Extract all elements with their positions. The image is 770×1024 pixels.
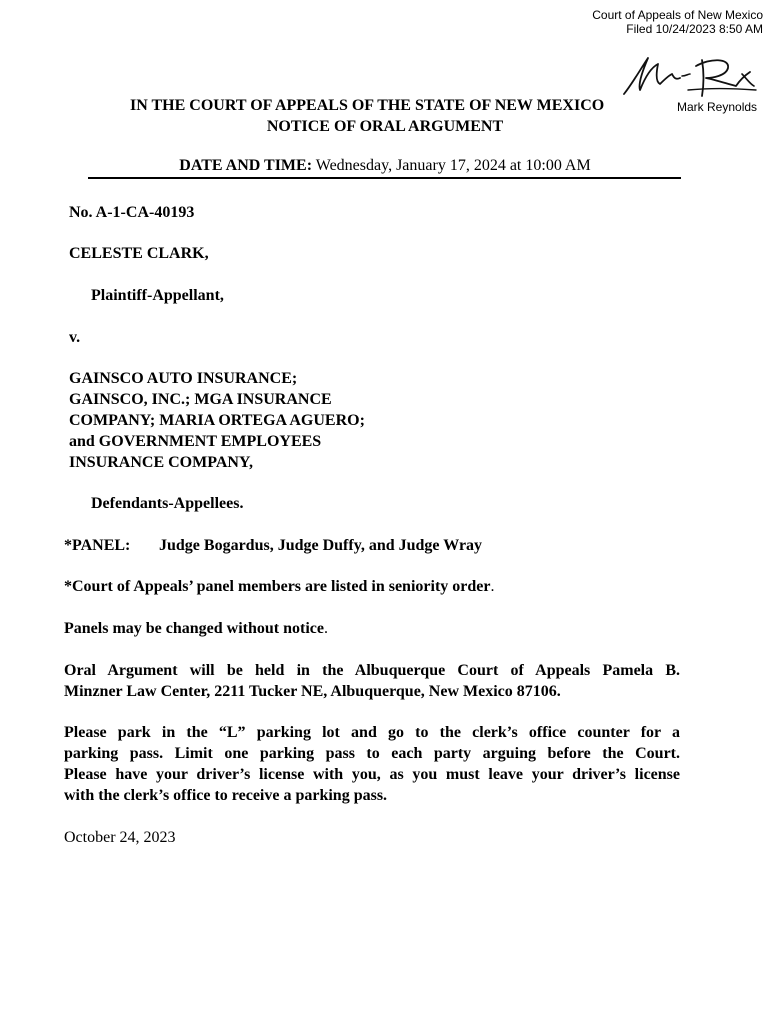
- versus: v.: [69, 329, 81, 346]
- seniority-note-text: *Court of Appeals’ panel members are listed in seniority order: [64, 578, 491, 595]
- plaintiff-role: Plaintiff-Appellant,: [91, 287, 224, 304]
- case-number: No. A-1-CA-40193: [69, 204, 195, 221]
- signer-name: Mark Reynolds: [677, 100, 758, 114]
- issued-date: October 24, 2023: [64, 829, 176, 846]
- notice-title: NOTICE OF ORAL ARGUMENT: [266, 118, 504, 135]
- defendant-line: GAINSCO, INC.; MGA INSURANCE: [69, 391, 332, 408]
- defendant-line: COMPANY; MARIA ORTEGA AGUERO;: [69, 412, 365, 429]
- panel-change-text: Panels may be changed without notice: [64, 620, 324, 637]
- filing-court: Court of Appeals of New Mexico: [592, 8, 763, 22]
- defendants-list: [69, 368, 365, 473]
- date-time-value: Wednesday, January 17, 2024 at 10:00 AM: [315, 157, 591, 174]
- parking-line: parking pass. Limit one parking pass to each party arguing before the Court.: [64, 745, 680, 762]
- parking-line: Please have your driver’s license with you, as you must leave your driver’s license: [64, 766, 680, 783]
- defendant-line: and GOVERNMENT EMPLOYEES: [69, 433, 322, 450]
- parking-line: with the clerk’s office to receive a parking pass.: [64, 787, 388, 804]
- plaintiff-name: CELESTE CLARK,: [69, 245, 209, 262]
- parking-line: Please park in the “L” parking lot and go to the clerk’s office counter for a: [64, 724, 680, 741]
- seniority-note-period: .: [490, 578, 495, 595]
- location-line: Minzner Law Center, 2211 Tucker NE, Albuquerque, New Mexico 87106.: [64, 683, 561, 700]
- location-paragraph: [64, 660, 680, 702]
- panel-change-period: .: [324, 620, 328, 637]
- parking-paragraph: [64, 722, 680, 806]
- panel-change-note: [64, 618, 328, 639]
- court-heading: IN THE COURT OF APPEALS OF THE STATE OF NEW MEXICO: [130, 97, 605, 114]
- seniority-note: [64, 576, 494, 597]
- panel-judges: Judge Bogardus, Judge Duffy, and Judge Wray: [159, 537, 483, 554]
- defendant-line: INSURANCE COMPANY,: [69, 454, 254, 471]
- date-time-label: DATE AND TIME:: [179, 157, 313, 174]
- filing-stamp: [592, 8, 763, 36]
- filing-date: Filed 10/24/2023 8:50 AM: [626, 22, 763, 36]
- location-line: Oral Argument will be held in the Albuquerque Court of Appeals Pamela B.: [64, 662, 680, 679]
- defendant-line: GAINSCO AUTO INSURANCE;: [69, 370, 298, 387]
- panel-label: *PANEL:: [64, 537, 131, 554]
- header-rule: [88, 177, 681, 179]
- defendants-role: Defendants-Appellees.: [91, 495, 244, 512]
- date-and-time: [90, 156, 680, 176]
